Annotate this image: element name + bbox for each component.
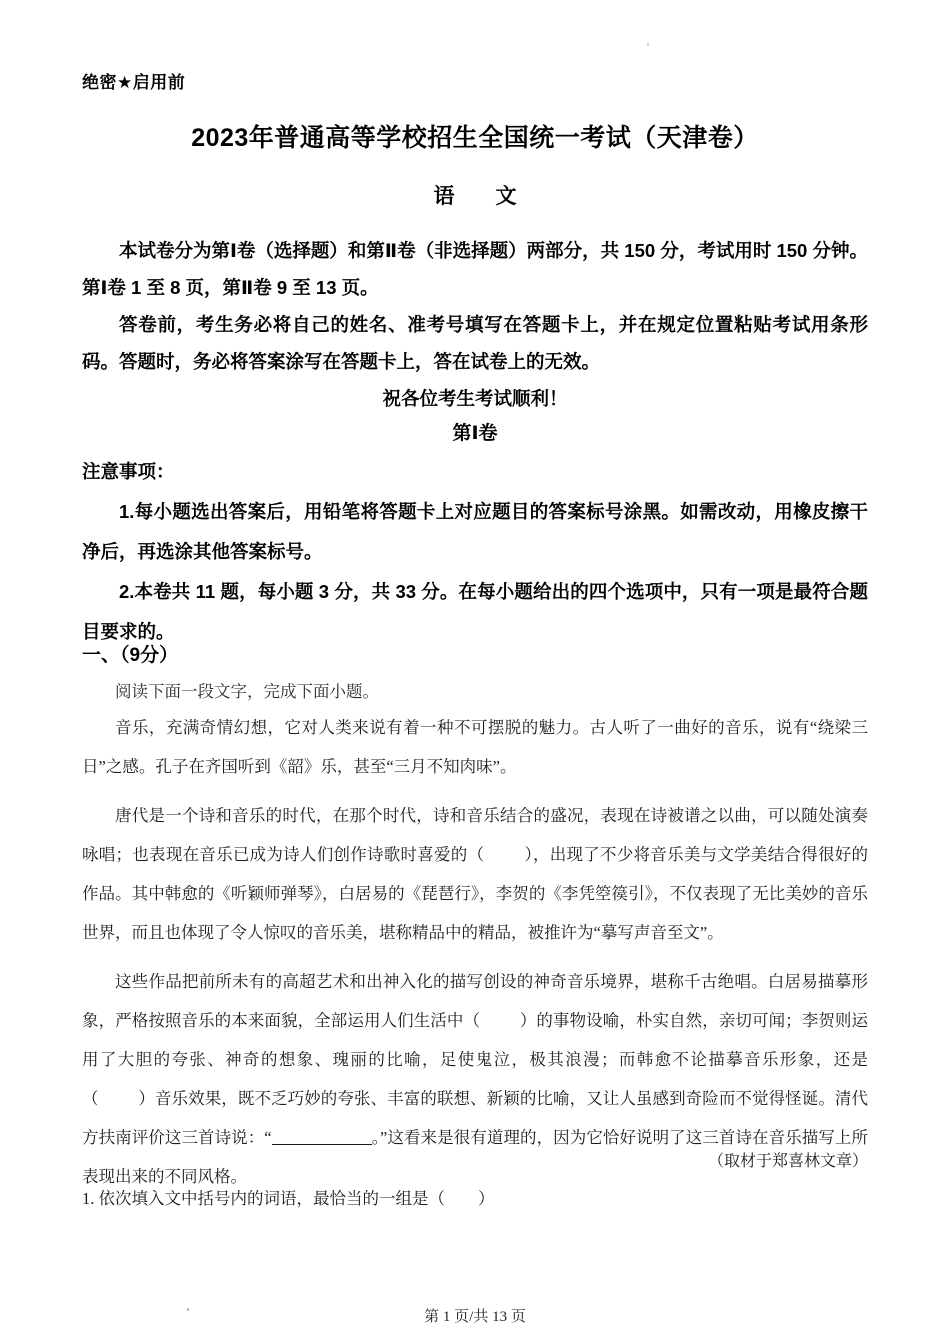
passage-para3-text-a: 这些作品把前所未有的高超艺术和出神入化的描写创设的神奇音乐境界，堪称千古绝唱。白居易描摹形象，严格按照音乐的本来面貌，全部运用人们生活中（ bbox=[82, 972, 868, 1030]
part-one-heading: 一、（9分） bbox=[82, 645, 179, 666]
passage-para3-text-d: 。”这看来是很有道理的，因为它恰好说明了这三首诗在音乐描写上所表现出来的不同风格。 bbox=[82, 1128, 868, 1186]
notes-label: 注意事项： bbox=[82, 461, 175, 482]
instruction-paragraph-2: 答卷前，考生务必将自己的姓名、准考号填写在答题卡上，并在规定位置粘贴考试用条形码。答题时，务必将答案涂写在答题卡上，答在试卷上的无效。 bbox=[82, 314, 868, 372]
confidential-notice: 绝密★启用前 bbox=[82, 73, 186, 92]
section-one-heading: 第Ⅰ卷 bbox=[452, 423, 498, 444]
page-title: 2023年普通高等学校招生全国统一考试（天津卷） bbox=[191, 124, 759, 152]
note-item-2: 2.本卷共 11 题，每小题 3 分，共 33 分。在每小题给出的四个选项中，只有一项是最符合题目要求的。 bbox=[82, 581, 868, 642]
passage-paragraph-2 bbox=[82, 796, 868, 952]
passage-paragraph-1: 音乐，充满奇情幻想，它对人类来说有着一种不可摆脱的魅力。古人听了一曲好的音乐，说有“绕梁三日”之感。孔子在齐国听到《韶》乐，甚至“三月不知肉味”。 bbox=[82, 718, 868, 776]
passage-para2-text-a: 唐代是一个诗和音乐的时代，在那个时代，诗和音乐结合的盛况，表现在诗被谱之以曲，可以随处演奏咏唱；也表现在音乐已成为诗人们创作诗歌时喜爱的（ bbox=[82, 806, 868, 864]
question-item-1: 1. 依次填入文中括号内的词语，最恰当的一组是（ ） bbox=[82, 1189, 495, 1208]
exam-instructions bbox=[82, 232, 868, 417]
reading-passage bbox=[82, 708, 868, 1196]
good-luck-line: 祝各位考生考试顺利！ bbox=[382, 388, 568, 409]
instruction-paragraph-1: 本试卷分为第Ⅰ卷（选择题）和第Ⅱ卷（非选择题）两部分，共 150 分，考试用时 150 分钟。第Ⅰ卷 1 至 8 页，第Ⅱ卷 9 至 13 页。 bbox=[82, 240, 868, 298]
passage-para3-text-c: ）音乐效果，既不乏巧妙的夸张、丰富的联想、新颖的比喻，又让人虽感到奇险而不觉得怪诞。清代方扶南评价这三首诗说：“ bbox=[82, 1089, 869, 1147]
bracket-blank bbox=[484, 845, 524, 864]
note-item-1: 1.每小题选出答案后，用铅笔将答题卡上对应题目的答案标号涂黑。如需改动，用橡皮擦干净后，再选涂其他答案标号。 bbox=[82, 501, 868, 562]
page-footer: 第 1 页/共 13 页 bbox=[424, 1309, 526, 1325]
passage-para2-text-b: ），出现了不少将音乐美与文学美结合得很好的作品。其中韩愈的《听颖师弹琴》，白居易的《琵琶行》，李贺的《李凭箜篌引》，不仅表现了无比美妙的音乐世界，而且也体现了令人惊叹的音乐美，堪称精品中的精品，被推许为“摹写声音至文”。 bbox=[82, 845, 869, 942]
scan-speck bbox=[647, 43, 649, 46]
source-attribution: （取材于郑喜林文章） bbox=[707, 1153, 868, 1170]
fill-in-blank-underline bbox=[272, 1144, 372, 1145]
section-one-notes bbox=[82, 492, 868, 652]
reading-lead-in: 阅读下面一段文字，完成下面小题。 bbox=[115, 682, 379, 701]
bracket-blank bbox=[480, 1011, 520, 1030]
bracket-blank bbox=[99, 1089, 139, 1108]
subject-title: 语 文 bbox=[433, 185, 527, 208]
passage-para3-text-b: ）的事物设喻，朴实自然，亲切可闻；李贺则运用了大胆的夸张、神奇的想象、瑰丽的比喻，足使鬼泣，极其浪漫；而韩愈不论描摹音乐形象，还是（ bbox=[82, 1011, 869, 1108]
